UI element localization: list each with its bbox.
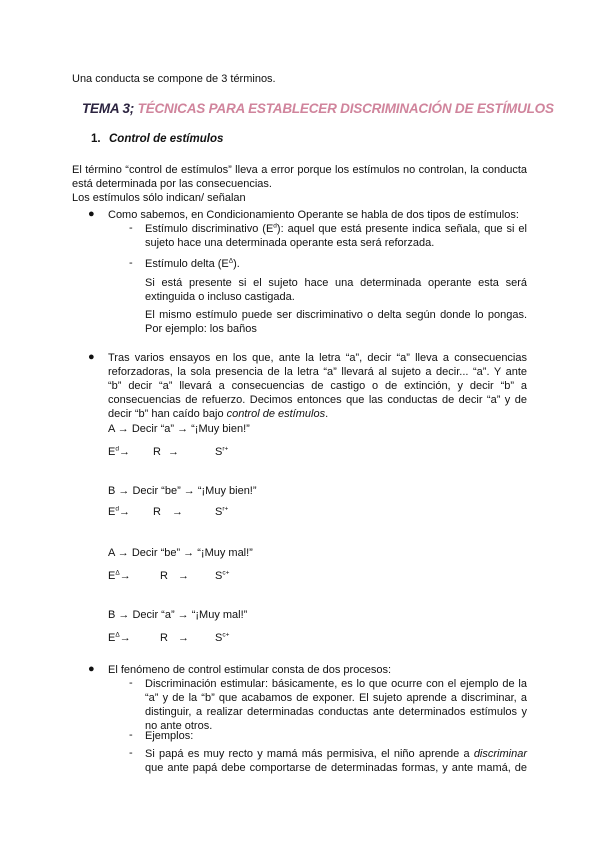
paragraph-line: El término “control de estímulos” lleva a error porque los estímulos no controlan, la conducta [72, 164, 527, 176]
example-row: B → Decir “be” → “¡Muy bien!” [108, 485, 257, 497]
list-line: Si está presente si el sujeto hace una determinada operante esta será [145, 277, 527, 289]
bullet-text: Como sabemos, en Condicionamiento Operante se habla de dos tipos de estímulos: [108, 209, 519, 221]
title-number: TEMA 3; [82, 101, 135, 116]
dash-marker: - [129, 747, 133, 759]
bullet-text: El fenómeno de control estimular consta de dos procesos: [108, 664, 392, 676]
list-item: Ejemplos: [145, 730, 194, 742]
bullet-marker: ● [88, 351, 95, 363]
dash-marker: - [129, 729, 133, 741]
example-row: B → Decir “a” → “¡Muy mal!” [108, 609, 248, 621]
list-item [145, 257, 527, 336]
list-line: Por ejemplo: los baños [145, 323, 257, 335]
list-item [145, 222, 527, 250]
intro-text: Una conducta se compone de 3 términos. [72, 73, 276, 85]
paragraph-line: Los estímulos sólo indican/ señalan [72, 192, 246, 204]
example-notation-row: $E^d\to$ R → $S^{r+}$ [108, 505, 229, 518]
bullet-marker: ● [88, 663, 95, 675]
section-label: Control de estímulos [109, 133, 224, 145]
example-notation-row: $E^\Delta\to$ R → $S^{c+}$ [108, 631, 230, 644]
example-notation-row: $E^\Delta\to$ R → $S^{c+}$ [108, 569, 230, 582]
list-line: sujeto hace una determinada operante esta será reforzada. [145, 237, 435, 249]
section-number: 1. [91, 133, 101, 145]
paragraph [72, 163, 527, 205]
example-row: A → Decir “a” → “¡Muy bien!” [108, 423, 250, 435]
page-title [82, 101, 554, 116]
bullet-marker: ● [88, 208, 95, 220]
list-item: Discriminación estimular: básicamente, es lo que ocurre con el ejemplo de la “a” y de la “b” que acabamos de exponer. El sujeto aprende a discriminar, a distinguir, a realizar determinadas conductas ante determinados estímulos y no ante otros. [145, 678, 527, 732]
list-line: El mismo estímulo puede ser discriminativo o delta según donde lo pongas. [145, 309, 527, 321]
dash-marker: - [129, 677, 133, 689]
list-line: extinguida o incluso castigada. [145, 291, 295, 303]
title-text: TÉCNICAS PARA ESTABLECER DISCRIMINACIÓN DE ESTÍMULOS [134, 101, 554, 116]
list-line: Estímulo delta $(E^\Delta)$. [145, 257, 240, 270]
list-item: Si papá es muy recto y mamá más permisiva, el niño aprende a discriminar que ante papá debe comportarse de determinadas formas, y ante mamá, de [145, 748, 527, 774]
paragraph-line: está determinada por las consecuencias. [72, 178, 272, 190]
dash-marker: - [129, 257, 133, 269]
example-notation-row: $E^d\to$ R → $S^{r+}$ [108, 445, 229, 458]
dash-marker: - [129, 222, 133, 234]
bullet-paragraph: Tras varios ensayos en los que, ante la letra “a”, decir “a” lleva a consecuencias reforzadoras, la sola presencia de la letra “a” llevará al sujeto a decir... “a”. Y ante “b” decir “a” llevará a consecuencias de castigo o de extinción, y decir “b” a consecuencias de refuerzo. Decimos entonces que las conductas de decir “a” y de decir “b” han caído bajo control de estímulos. [108, 352, 527, 420]
section-heading [91, 133, 223, 145]
example-row: A → Decir “be” → “¡Muy mal!” [108, 547, 253, 559]
list-line: Estímulo discriminativo $(E^d)$: aquel que está presente indica señala, que si el [145, 222, 527, 235]
